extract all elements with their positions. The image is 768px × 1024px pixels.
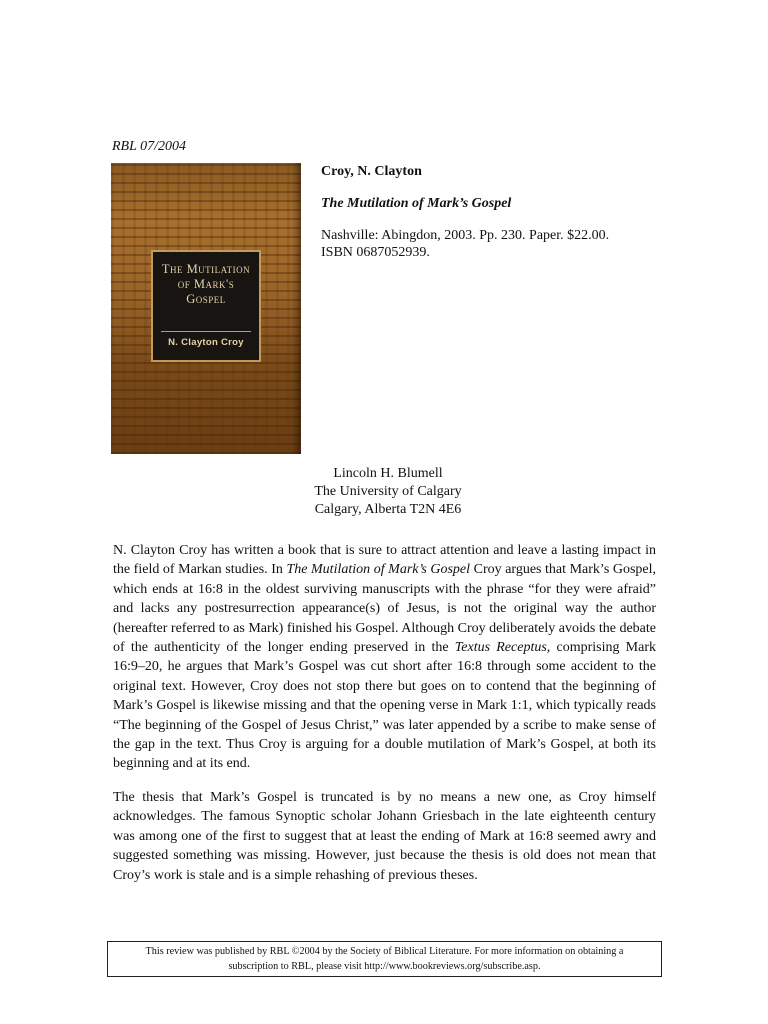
cover-author: N. Clayton Croy xyxy=(161,331,251,348)
footer-line-1: This review was published by RBL ©2004 by the Society of Biblical Literature. For more information on obtaining a xyxy=(145,946,624,957)
book-publication: Nashville: Abingdon, 2003. Pp. 230. Paper. $22.00. xyxy=(321,228,610,243)
issue-label: RBL 07/2004 xyxy=(112,139,187,154)
paragraph-1 xyxy=(113,541,656,774)
p1-text-c: Croy argues that Mark’s Gospel, which ends at 16:8 in the oldest surviving manuscripts with the phrase “for they were afraid” and lacks any postresurrection appearance(s) of Jesus, is not the original way the author (hereafter referred to as Mark) finished his Gospel. Although Croy deliberately avoids the debate of the authenticity of the longer ending preserved in the xyxy=(113,562,657,656)
footer-notice xyxy=(107,941,662,977)
book-cover-image xyxy=(111,163,301,454)
reviewer-name: Lincoln H. Blumell xyxy=(333,466,443,481)
reviewer-block xyxy=(0,465,768,519)
review-body xyxy=(113,541,656,899)
reviewer-address: Calgary, Alberta T2N 4E6 xyxy=(314,502,462,517)
reviewer-institution: The University of Calgary xyxy=(314,484,462,499)
book-isbn: ISBN 0687052939. xyxy=(321,245,430,260)
book-title: The Mutilation of Mark’s Gospel xyxy=(321,196,512,211)
book-metadata xyxy=(321,164,651,261)
book-author: Croy, N. Clayton xyxy=(321,164,422,179)
p1-text-a: N. Clayton Croy has written a book that is sure to attract attention and leave a lasting impact in the field of Markan studies. In xyxy=(113,543,656,578)
cover-title: The Mutilation of Mark's Gospel xyxy=(161,262,251,306)
p1-text-e: comprising Mark 16:9–20, he argues that Mark’s Gospel was cut short after 16:8 through some accident to the original text. However, Croy does not stop there but goes on to contend that the beginning of Mark’s Gospel is likewise missing and that the opening verse in Mark 1:1, which typically reads “The beginning of the Gospel of Jesus Christ,” was later appended by a scribe to make sense of the gap in the text. Thus Croy is arguing for a double mutilation of Mark’s Gospel, at both its beginning and at its end. xyxy=(113,640,656,772)
cover-title-panel xyxy=(151,250,261,362)
p1-book-title: The Mutilation of Mark’s Gospel xyxy=(286,562,471,578)
footer-line-2: subscription to RBL, please visit http://www.bookreviews.org/subscribe.asp. xyxy=(228,961,541,972)
paragraph-2: The thesis that Mark’s Gospel is truncated is by no means a new one, as Croy himself acknowledges. The famous Synoptic scholar Johann Griesbach in the late eighteenth century was among one of the first to suggest that at least the ending of Mark at 16:8 seemed awry and suggested something was missing. However, just because the thesis is old does not mean that Croy’s work is stale and is a simple rehashing of previous theses. xyxy=(113,789,656,883)
p1-textus-receptus: Textus Receptus, xyxy=(454,640,551,656)
